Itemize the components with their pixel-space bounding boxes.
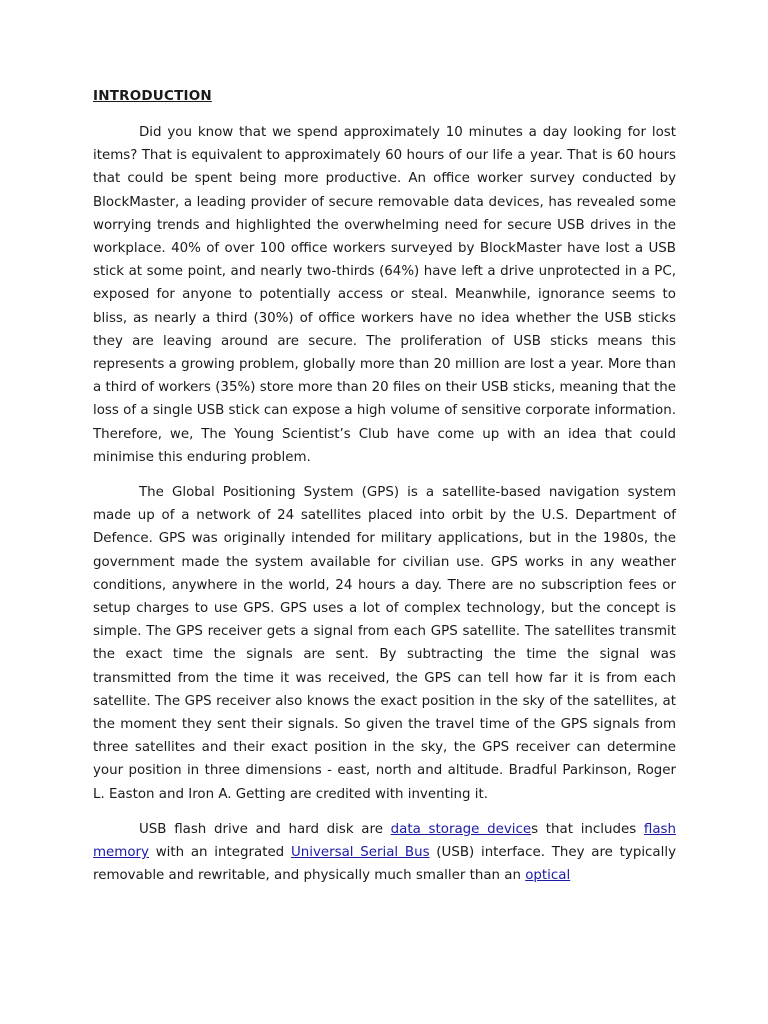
link-universal-serial-bus[interactable]: Universal Serial Bus xyxy=(290,845,430,861)
link-flash-memory[interactable]: flash memory xyxy=(93,821,676,861)
text-segment: (USB) interface. They are typically removable and rewritable, and physically much smaller than an xyxy=(93,845,676,884)
introduction-heading: INTRODUCTION xyxy=(93,88,212,104)
text-segment: s that includes xyxy=(531,821,644,837)
paragraph-gps: The Global Positioning System (GPS) is a satellite-based navigation system made up of a network of 24 satellites placed into orbit by the U.S. Department of Defence. GPS was originally intended for military applications, but in the 1980s, the government made the system available for civilian use. GPS works in any weather conditions, anywhere in the world, 24 hours a day. There are no subscription fees or setup charges to use GPS. GPS uses a lot of complex technology, but the concept is simple. The GPS receiver gets a signal from each GPS satellite. The satellites transmit the exact time the signals are sent. By subtracting the time the signal was transmitted from the time it was received, the GPS can tell how far it is from each satellite. The GPS receiver also knows the exact position in the sky of the satellites, at the moment they sent their signals. So given the travel time of the GPS signals from three satellites and their exact position in the sky, the GPS receiver can determine your position in three dimensions - east, north and altitude. Bradful Parkinson, Roger L. Easton and Iron A. Getting are credited with inventing it. xyxy=(93,485,676,802)
text-segment: with an integrated xyxy=(148,845,291,861)
paragraph-usb-flash-drive xyxy=(93,818,676,888)
link-optical[interactable]: optical xyxy=(525,868,571,884)
link-data-storage-device[interactable]: data storage device xyxy=(390,821,532,837)
text-segment: USB flash drive and hard disk are xyxy=(139,821,391,837)
paragraph-lost-items: Did you know that we spend approximately 10 minutes a day looking for lost items? That is equivalent to approximately 60 hours of our life a year. That is 60 hours that could be spent being more productive. An office worker survey conducted by BlockMaster, a leading provider of secure removable data devices, has revealed some worrying trends and highlighted the overwhelming need for secure USB drives in the workplace. 40% of over 100 office workers surveyed by BlockMaster have lost a USB stick at some point, and nearly two-thirds (64%) have left a drive unprotected in a PC, exposed for anyone to potentially access or steal. Meanwhile, ignorance seems to bliss, as nearly a third (30%) of office workers have no idea whether the USB sticks they are leaving around are secure. The proliferation of USB sticks means this represents a growing problem, globally more than 20 million are lost a year. More than a third of workers (35%) store more than 20 files on their USB sticks, meaning that the loss of a single USB stick can expose a high volume of sensitive corporate information. Therefore, we, The Young Scientist’s Club have come up with an idea that could minimise this enduring problem. xyxy=(93,125,676,465)
document-page xyxy=(93,86,676,900)
